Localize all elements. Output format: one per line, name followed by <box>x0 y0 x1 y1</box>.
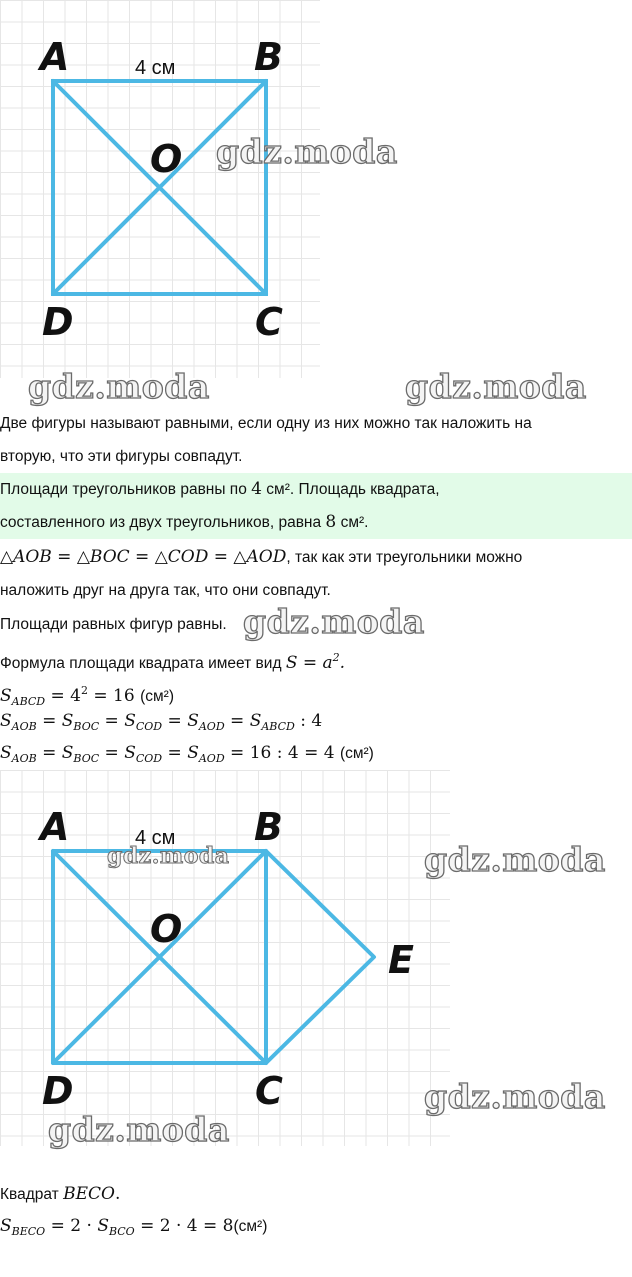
triangle-equality: △AOB = △BOC = △COD = △AOD <box>0 547 287 567</box>
point-c-label: C <box>255 1069 283 1113</box>
answer-text: составленного из двух треугольников, равна <box>0 514 322 531</box>
watermark: gdz.moda <box>216 132 398 171</box>
side-ab-length: 4 см <box>135 827 176 849</box>
point-b-label: B <box>254 805 283 849</box>
unit: (см²) <box>140 688 174 705</box>
answer-line-1 <box>0 473 632 506</box>
square-diagram-1-svg <box>0 0 320 378</box>
triangle-bec <box>266 851 374 1063</box>
calc-line-1: $S_{ABCD} = 4^2 = 16$ (см²) <box>0 684 174 708</box>
point-o-label: O <box>150 907 183 951</box>
calc-line-beco: $S_{BECO} = 2 \cdot S_{BCO} = 2 \cdot 4 = 8(см^2)$ <box>0 1216 268 1238</box>
calc-line-2: $S_{AOB} = S_{BOC} = S_{COD} = S_{AOD} = S_{ABCD}$ : 4 <box>0 711 323 733</box>
formula-text: Формула площади квадрата имеет вид <box>0 655 282 672</box>
definition-line-1: Две фигуры называют равными, если одну из них можно так наложить на <box>0 415 532 432</box>
square-name: BECO <box>63 1184 115 1204</box>
point-d-label: D <box>42 300 74 344</box>
triangle-equality-text: , так как эти треугольники можно <box>286 549 523 566</box>
point-e-label: E <box>388 938 414 982</box>
square-diagram-1 <box>0 0 320 378</box>
square-label: Квадрат <box>0 1186 59 1203</box>
square-diagram-2 <box>0 770 450 1146</box>
square-diagram-2-svg <box>0 770 450 1146</box>
answer-text: см². <box>340 514 369 531</box>
answer-line-2 <box>0 506 632 539</box>
watermark: gdz.moda <box>424 840 606 879</box>
point-c-label: C <box>255 300 283 344</box>
watermark: gdz.moda <box>405 367 587 406</box>
triangle-equality-line-2: наложить друг на друга так, что они совпадут. <box>0 582 331 599</box>
square-beco-line: Квадрат BECO. <box>0 1184 121 1204</box>
square-area-value: 8 <box>325 512 337 532</box>
unit: (см²) <box>339 745 374 762</box>
point-d-label: D <box>42 1069 74 1113</box>
point-a-label: A <box>40 35 70 79</box>
answer-text: см². Площадь квадрата, <box>266 481 440 498</box>
watermark: gdz.moda <box>48 1110 230 1149</box>
unit: (см²) <box>233 1218 268 1235</box>
triangle-area-value: 4 <box>251 479 262 499</box>
answer-text: Площади треугольников равны по <box>0 481 247 498</box>
watermark: gdz.moda <box>107 843 230 869</box>
triangle-equality-line <box>0 541 632 574</box>
watermark: gdz.moda <box>243 602 425 641</box>
definition-line-2: вторую, что эти фигуры совпадут. <box>0 448 243 465</box>
calc-line-3: $S_{AOB} = S_{BOC} = S_{COD} = S_{AOD} = 16$ : 4 = 4 (см²) <box>0 743 374 765</box>
watermark: gdz.moda <box>424 1077 606 1116</box>
point-o-label: O <box>150 137 183 181</box>
equal-area-line: Площади равных фигур равны. <box>0 616 227 633</box>
side-ab-length: 4 см <box>135 57 176 79</box>
watermark: gdz.moda <box>28 367 210 406</box>
point-b-label: B <box>254 35 283 79</box>
point-a-label: A <box>40 805 70 849</box>
square-area-formula: $S = a^2$. <box>285 651 346 673</box>
